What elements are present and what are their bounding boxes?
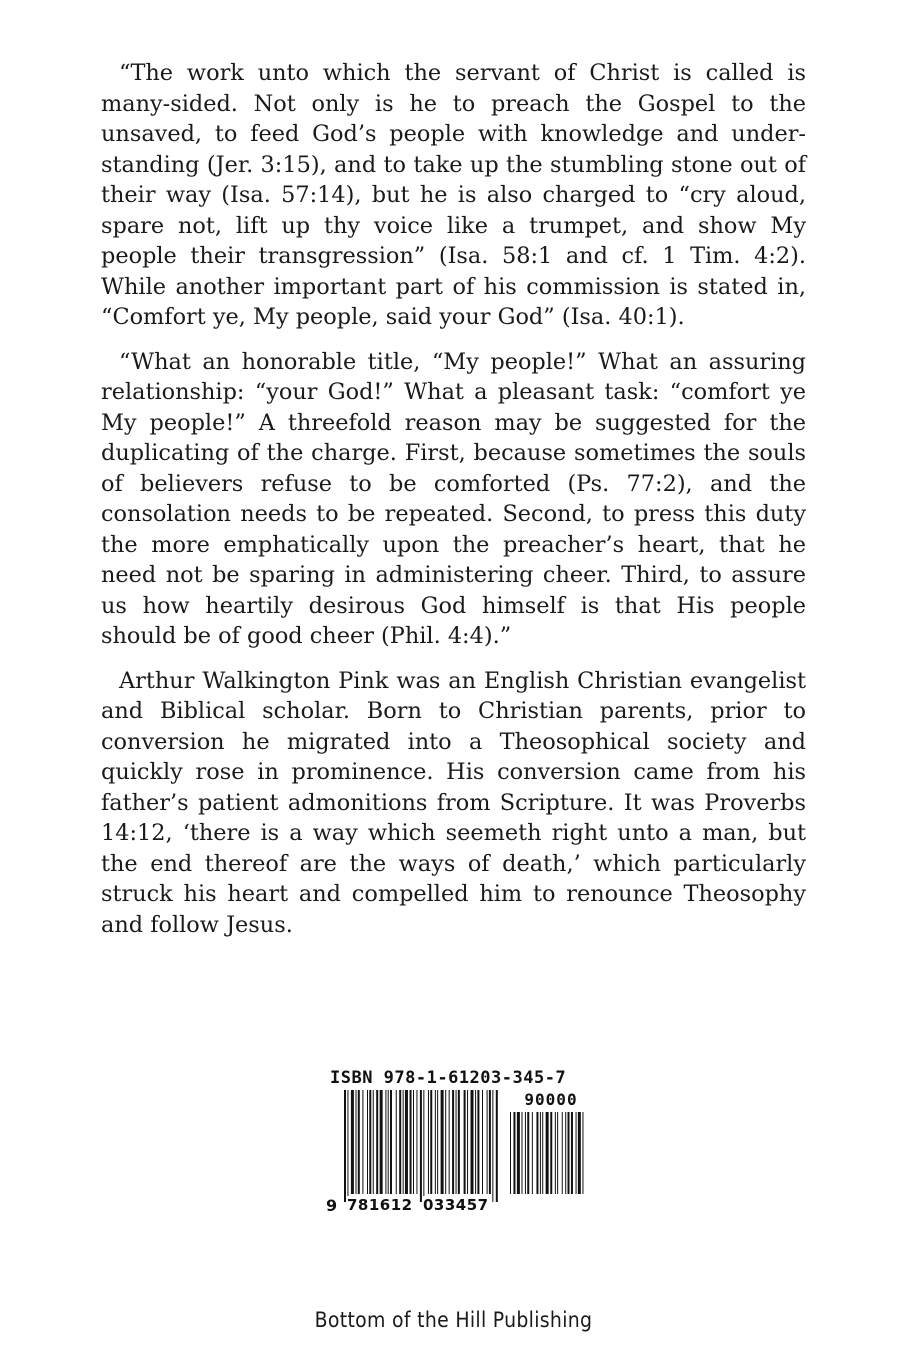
barcode-addon-bar: [582, 1112, 583, 1194]
barcode-bar: [351, 1090, 354, 1194]
barcode-addon-bar: [510, 1112, 511, 1194]
barcode-bar: [496, 1090, 498, 1202]
barcode-addon-bar: [532, 1112, 533, 1194]
paragraph-author-bio: Arthur Walkington Pink was an English Christian evangelist and Biblical scholar. Born to Christian parents, prior to conversion he migrated into a Theosophical society and quickly rose in prominence. His conversion came from his father’s patient admonitions from Scripture. It was Proverbs 14:12, ‘there is a way which seemeth right unto a man, but the end thereof are the ways of death,’ which particularly struck his heart and compelled him to renounce Theosophy and follow Jesus.: [101, 667, 806, 938]
barcode-bar: [362, 1090, 363, 1194]
barcode-addon-bar: [513, 1112, 515, 1194]
barcode-bar: [435, 1090, 436, 1194]
barcode-bar: [456, 1090, 457, 1194]
barcode-addon-bar: [576, 1112, 577, 1194]
barcode-addon-bar: [536, 1112, 538, 1194]
barcode-bar: [475, 1090, 476, 1194]
barcode-addon-bar: [557, 1112, 558, 1194]
barcode-bar: [347, 1090, 348, 1202]
barcode-bar: [467, 1090, 468, 1194]
barcode-bar: [399, 1090, 401, 1194]
barcode-digits-right: 033457: [423, 1196, 489, 1214]
barcode-addon-bar: [525, 1112, 526, 1194]
barcode-bar: [380, 1090, 383, 1194]
barcode-bar: [482, 1090, 483, 1194]
barcode-addon-bar: [542, 1112, 543, 1194]
barcode-addon-bar: [562, 1112, 563, 1194]
barcode-bar: [356, 1090, 357, 1194]
barcode-bar: [396, 1090, 397, 1194]
barcode-bar: [373, 1090, 374, 1194]
paragraph-quote-1: “The work unto which the servant of Christ is called is many-sided. Not only is he to preach the Gospel to the unsaved, to feed God’s people with knowledge and understanding (Jer. 3:15), and to take up the stumbling stone out of their way (Isa. 57:14), but he is also charged to “cry aloud, spare not, lift up thy voice like a trumpet, and show My people their transgression” (Isa. 58:1 and cf. 1 Tim. 4:2). While another important part of his commission is stated in, “Comfort ye, My people, said your God” (Isa. 40:1).: [101, 60, 806, 330]
barcode-bar: [471, 1090, 474, 1194]
barcode-bar: [358, 1090, 360, 1194]
barcode-addon-bar: [565, 1112, 566, 1194]
barcode-bar: [452, 1090, 454, 1194]
barcode-bar: [369, 1090, 371, 1194]
barcode-bar: [405, 1090, 408, 1194]
barcode-bar: [487, 1090, 488, 1194]
barcode-bar: [388, 1090, 389, 1194]
barcode-bar: [376, 1090, 378, 1194]
barcode-addon-bar: [568, 1112, 570, 1194]
barcode-bar: [344, 1090, 346, 1202]
paragraph-quote-2: “What an honorable title, “My people!” What an assuring relationship: “your God!” What a pleasant task: “comfort ye My people!” A threefold reason may be suggested for the duplicating of the charge. First, because sometimes the souls of believers refuse to be comforted (Ps. 77:2), and the consolation needs to be repeated. Second, to press this duty the more emphatically upon the preacher’s heart, that he need not be sparing in administering cheer. Third, to assure us how heartily desirous God himself is that His people should be of good cheer (Phil. 4:4).”: [101, 348, 806, 649]
barcode-addon-bar: [550, 1112, 552, 1194]
barcode-bar: [492, 1090, 493, 1202]
barcode-addon-bar: [522, 1112, 523, 1194]
barcode-addon-bar: [540, 1112, 541, 1194]
barcode-bar: [385, 1090, 386, 1194]
barcode-bar: [441, 1090, 444, 1194]
barcode-bar: [403, 1090, 404, 1194]
barcode-bar: [428, 1090, 429, 1194]
barcode-addon-bar: [546, 1112, 549, 1194]
barcode-addon-bars: [510, 1112, 583, 1194]
barcode-digits-left: 781612: [347, 1196, 413, 1214]
barcode-bar: [413, 1090, 414, 1194]
publisher-name: Bottom of the Hill Publishing: [314, 1308, 593, 1332]
barcode-bar: [437, 1090, 438, 1194]
barcode-bar: [390, 1090, 392, 1194]
barcode-addon-bar: [527, 1112, 529, 1194]
barcode-addon-bar: [517, 1112, 520, 1194]
barcode-addon-bar: [555, 1112, 556, 1194]
barcode-addon-bar: [571, 1112, 573, 1194]
barcode-bar: [367, 1090, 368, 1194]
barcode-lead-digit: 9: [326, 1196, 338, 1215]
isbn-label: ISBN 978-1-61203-345-7: [330, 1068, 567, 1088]
barcode-main-bars: [344, 1090, 498, 1202]
barcode-addon-bar: [578, 1112, 581, 1194]
body-text: [101, 58, 806, 954]
barcode-bar: [410, 1090, 412, 1194]
isbn-barcode: [326, 1068, 586, 1218]
barcode-bar: [489, 1090, 491, 1194]
barcode-bar: [423, 1090, 424, 1202]
barcode-bar: [458, 1090, 460, 1194]
barcode-bar: [477, 1090, 479, 1194]
barcode-bar: [420, 1090, 422, 1202]
barcode-bar: [445, 1090, 446, 1194]
barcode-bar: [416, 1090, 417, 1194]
barcode-bar: [430, 1090, 432, 1194]
barcode-addon-number: 90000: [524, 1090, 578, 1109]
barcode-bar: [449, 1090, 450, 1194]
barcode-bar: [464, 1090, 466, 1194]
